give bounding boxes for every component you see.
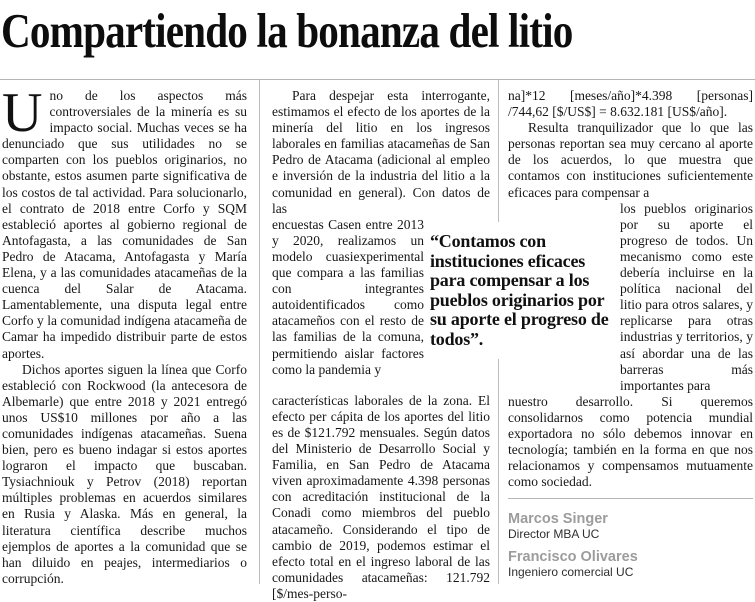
paragraph-wrap-beside-quote: encuestas Casen entre 2013 y 2020, realizamos un modelo cuasiexperimental que compara a las familias con integrantes autoidentificados como atacameños con el resto de las familias de la comuna, permitiendo aislar factores como la pandemia y bbox=[272, 216, 424, 377]
paragraph: características laborales de la zona. El efecto per cápita de los aportes del litio es de $121.792 mensuales. Según datos del Ministerio de Desarrollo Social y Familia, en San Pedro de Atacama viven aproximadamente 4.398 personas con acreditación institucional de la Conadi como miembros del pueblo atacameño. Considerando el tipo de cambio de 2019, podemos estimar el efecto total en el ingreso laboral de las comunidades atacameñas: 121.792 [$/mes-perso- bbox=[272, 392, 490, 601]
paragraph: Para despejar esta interrogante, estimamos el efecto de los aportes de la minería del litio en los ingresos laborales en familias atacameñas de San Pedro de Atacama (adicional al empleo e inversión de la industria del litio a la comunidad en general). Con datos de las bbox=[272, 88, 490, 216]
article-columns bbox=[2, 82, 753, 602]
pull-quote: “Contamos con instituciones eficaces para compensar a los pueblos originarios por su aporte el progreso de todos”. bbox=[426, 222, 620, 359]
formula-continuation: na]*12 [meses/año]*4.398 [personas] /744,62 [$/US$] = 8.632.181 [US$/año]. bbox=[508, 88, 753, 120]
author-name: Marcos Singer bbox=[508, 511, 608, 528]
paragraph-lead bbox=[2, 82, 247, 362]
author-name: Francisco Olivares bbox=[508, 549, 638, 566]
author-entry bbox=[508, 549, 753, 579]
byline-block bbox=[508, 498, 753, 579]
column-1 bbox=[2, 82, 247, 602]
drop-cap: U bbox=[2, 82, 43, 144]
article-title: Compartiendo la bonanza del litio bbox=[1, 3, 573, 58]
paragraph-wrap-beside-quote: los pueblos originarios por su aporte el progreso de todos. Un mecanismo como este debería incluirse en la política nacional del litio para otros salares, y replicarse para otras industrias y territorios, y así abordar una de las barreras más importantes para bbox=[620, 200, 753, 393]
author-entry bbox=[508, 511, 753, 541]
paragraph: nuestro desarrollo. Si queremos consolidarnos como potencia mundial exportadora no sólo debemos innovar en tecnología; también en la forma en que nos relacionamos y compensamos mutuamente como sociedad. bbox=[508, 393, 753, 490]
paragraph: Dichos aportes siguen la línea que Corfo estableció con Rockwood (la antecesora de Albemarle) que entre 2018 y 2021 entregó unos US$10 millones por año a las comunidades indígenas atacameñas. Suena bien, pero es bueno indagar si estos aportes lograron el impacto que buscaban. Tysiachniouk y Petrov (2018) reportan múltiples problemas en acuerdos similares en Rusia y Alaska. Más en general, la literatura científica describe muchos ejemplos de aportes a la comunidad que se han diluido en peajes, intermediarios o corrupción. bbox=[2, 361, 247, 586]
paragraph-lead-text: no de los aspectos más controversiales de la minería es su impacto social. Muchas veces se ha denunciado que sus utilidades no se comparten con los pueblos originarios, no obstante, estos asumen parte significativa de los costos de tal actividad. Para solucionarlo, el contrato de 2018 entre Corfo y SQM estableció aportes al gobierno regional de Antofagasta, a las comunidades de San Pedro de Atacama, Antofagasta y María Elena, y a las comunidades atacameñas de la cuenca del Salar de Atacama. Lamentablemente, una disputa legal entre Corfo y la comunidad indígena atacameña de Camar ha impedido distribuir parte de estos aportes. bbox=[2, 88, 247, 361]
title-divider bbox=[0, 79, 755, 80]
author-role: Director MBA UC bbox=[508, 527, 600, 542]
author-role: Ingeniero comercial UC bbox=[508, 565, 634, 580]
paragraph: Resulta tranquilizador que lo que las personas reportan sea muy cercano al aporte de los acuerdos, lo que muestra que contamos con instituciones suficientemente eficaces para compensar a bbox=[508, 120, 753, 200]
